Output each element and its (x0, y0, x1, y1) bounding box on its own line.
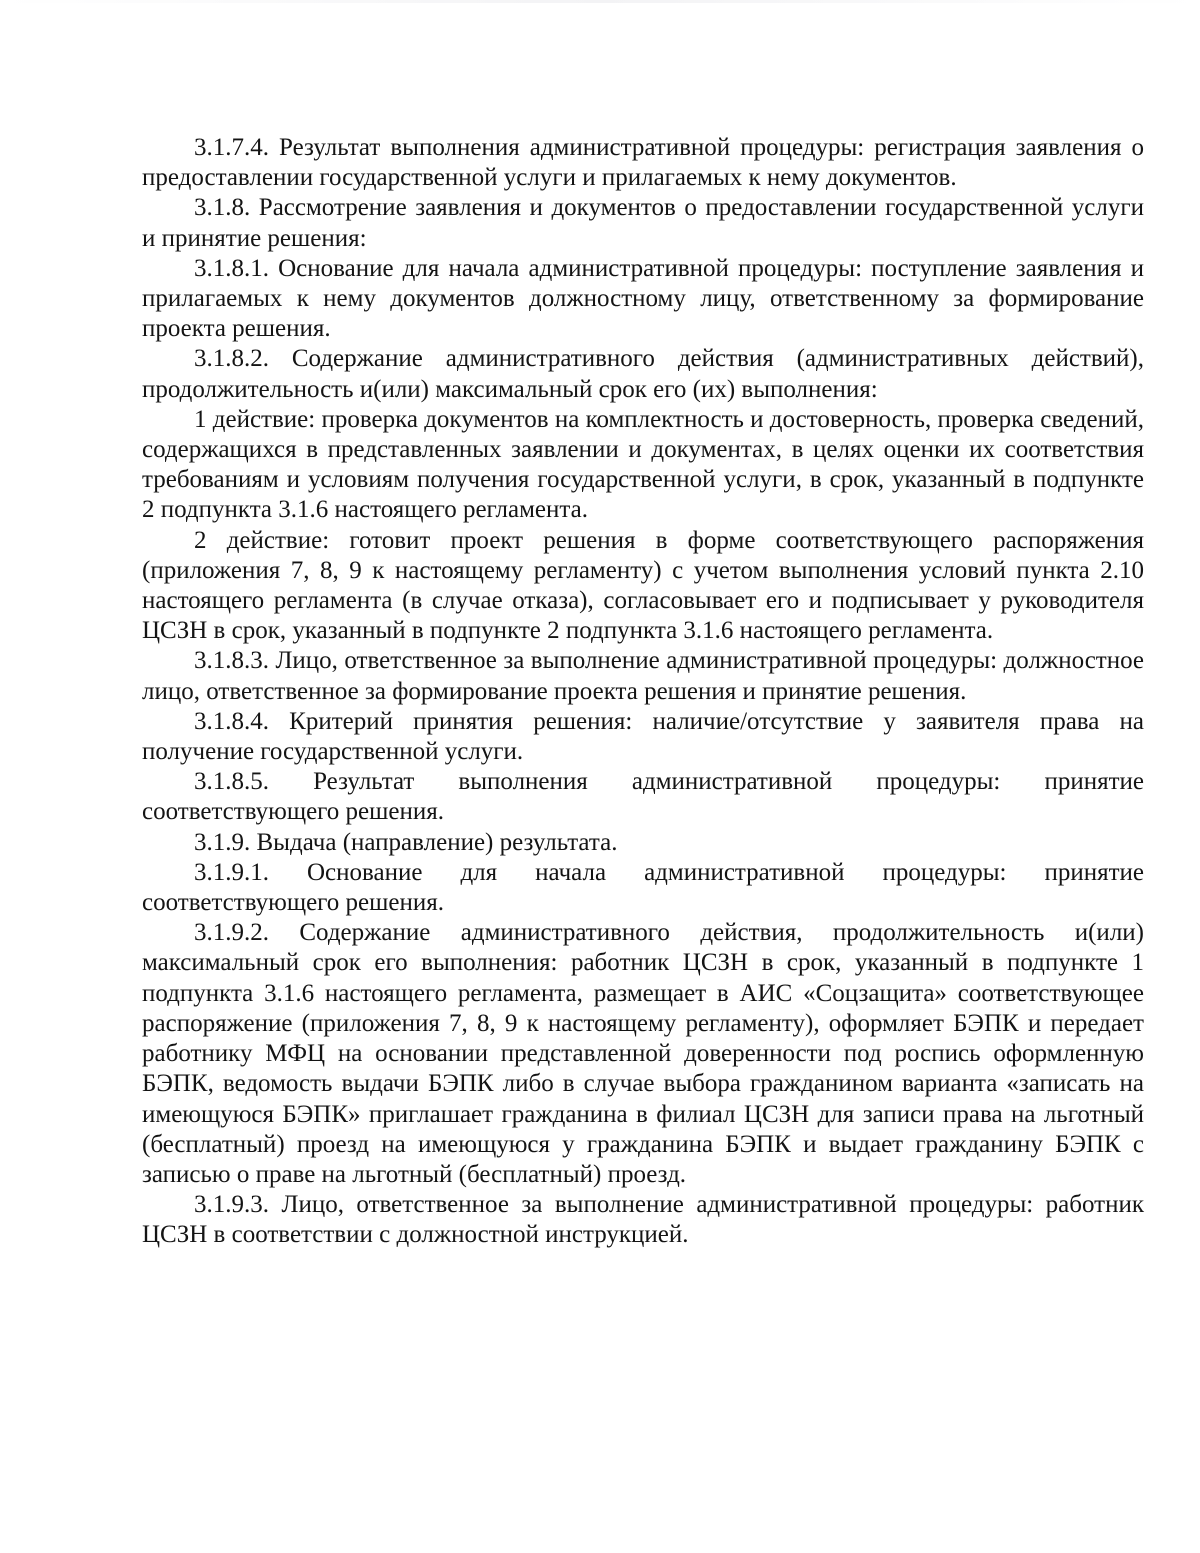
paragraph-3-1-9-2: 3.1.9.2. Содержание административного действия, продолжительность и(или) максимальный срок его выполнения: работник ЦСЗН в срок, указанный в подпункте 1 подпункта 3.1.6 настоящего регламента, размещает в АИС «Соцзащита» соответствующее распоряжение (приложения 7, 8, 9 к настоящему регламенту), оформляет БЭПК и передает работнику МФЦ на основании представленной доверенности под роспись оформленную БЭПК, ведомость выдачи БЭПК либо в случае выбора гражданином варианта «записать на имеющуюся БЭПК» приглашает гражданина в филиал ЦСЗН для записи права на льготный (бесплатный) проезд на имеющуюся у гражданина БЭПК и выдает гражданину БЭПК с записью о праве на льготный (бесплатный) проезд. (142, 919, 1144, 1188)
paragraph-3-1-8-3: 3.1.8.3. Лицо, ответственное за выполнение административной процедуры: должностное лицо, ответственное за формирование проекта решения и принятие решения. (142, 647, 1144, 705)
paragraph-action-1: 1 действие: проверка документов на комплектность и достоверность, проверка сведений, содержащихся в представленных заявлении и документах, в целях оценки их соответствия требованиям и условиям получения государственной услуги, в срок, указанный в подпункте 2 подпункта 3.1.6 настоящего регламента. (142, 405, 1144, 524)
paragraph-3-1-8: 3.1.8. Рассмотрение заявления и документов о предоставлении государственной услуги и принятие решения: (142, 194, 1144, 252)
paragraph-3-1-8-1: 3.1.8.1. Основание для начала административной процедуры: поступление заявления и прилагаемых к нему документов должностному лицу, ответственному за формирование проекта решения. (142, 254, 1144, 343)
paragraph-3-1-8-5: 3.1.8.5. Результат выполнения административной процедуры: принятие соответствующего решения. (142, 768, 1144, 826)
paragraph-3-1-8-4: 3.1.8.4. Критерий принятия решения: наличие/отсутствие у заявителя права на получение государственной услуги. (142, 707, 1144, 766)
paragraph-action-2: 2 действие: готовит проект решения в форме соответствующего распоряжения (приложения 7, 8, 9 к настоящему регламенту) с учетом выполнения условий пункта 2.10 настоящего регламента (в случае отказа), согласовывает его и подписывает у руководителя ЦСЗН в срок, указанный в подпункте 2 подпункта 3.1.6 настоящего регламента. (142, 526, 1144, 645)
paragraph-3-1-7-4: 3.1.7.4. Результат выполнения административной процедуры: регистрация заявления о предоставлении государственной услуги и прилагаемых к нему документов. (142, 134, 1144, 192)
paragraph-3-1-9: 3.1.9. Выдача (направление) результата. (194, 828, 618, 856)
paragraph-3-1-9-3: 3.1.9.3. Лицо, ответственное за выполнение административной процедуры: работник ЦСЗН в соответствии с должностной инструкцией. (142, 1191, 1144, 1249)
document-page (142, 133, 1144, 1251)
paragraph-3-1-8-2: 3.1.8.2. Содержание административного действия (административных действий), продолжительность и(или) максимальный срок его (их) выполнения: (142, 345, 1144, 403)
paragraph-3-1-9-1: 3.1.9.1. Основание для начала административной процедуры: принятие соответствующего решения. (142, 858, 1144, 917)
scan-top-edge (0, 0, 1200, 3)
